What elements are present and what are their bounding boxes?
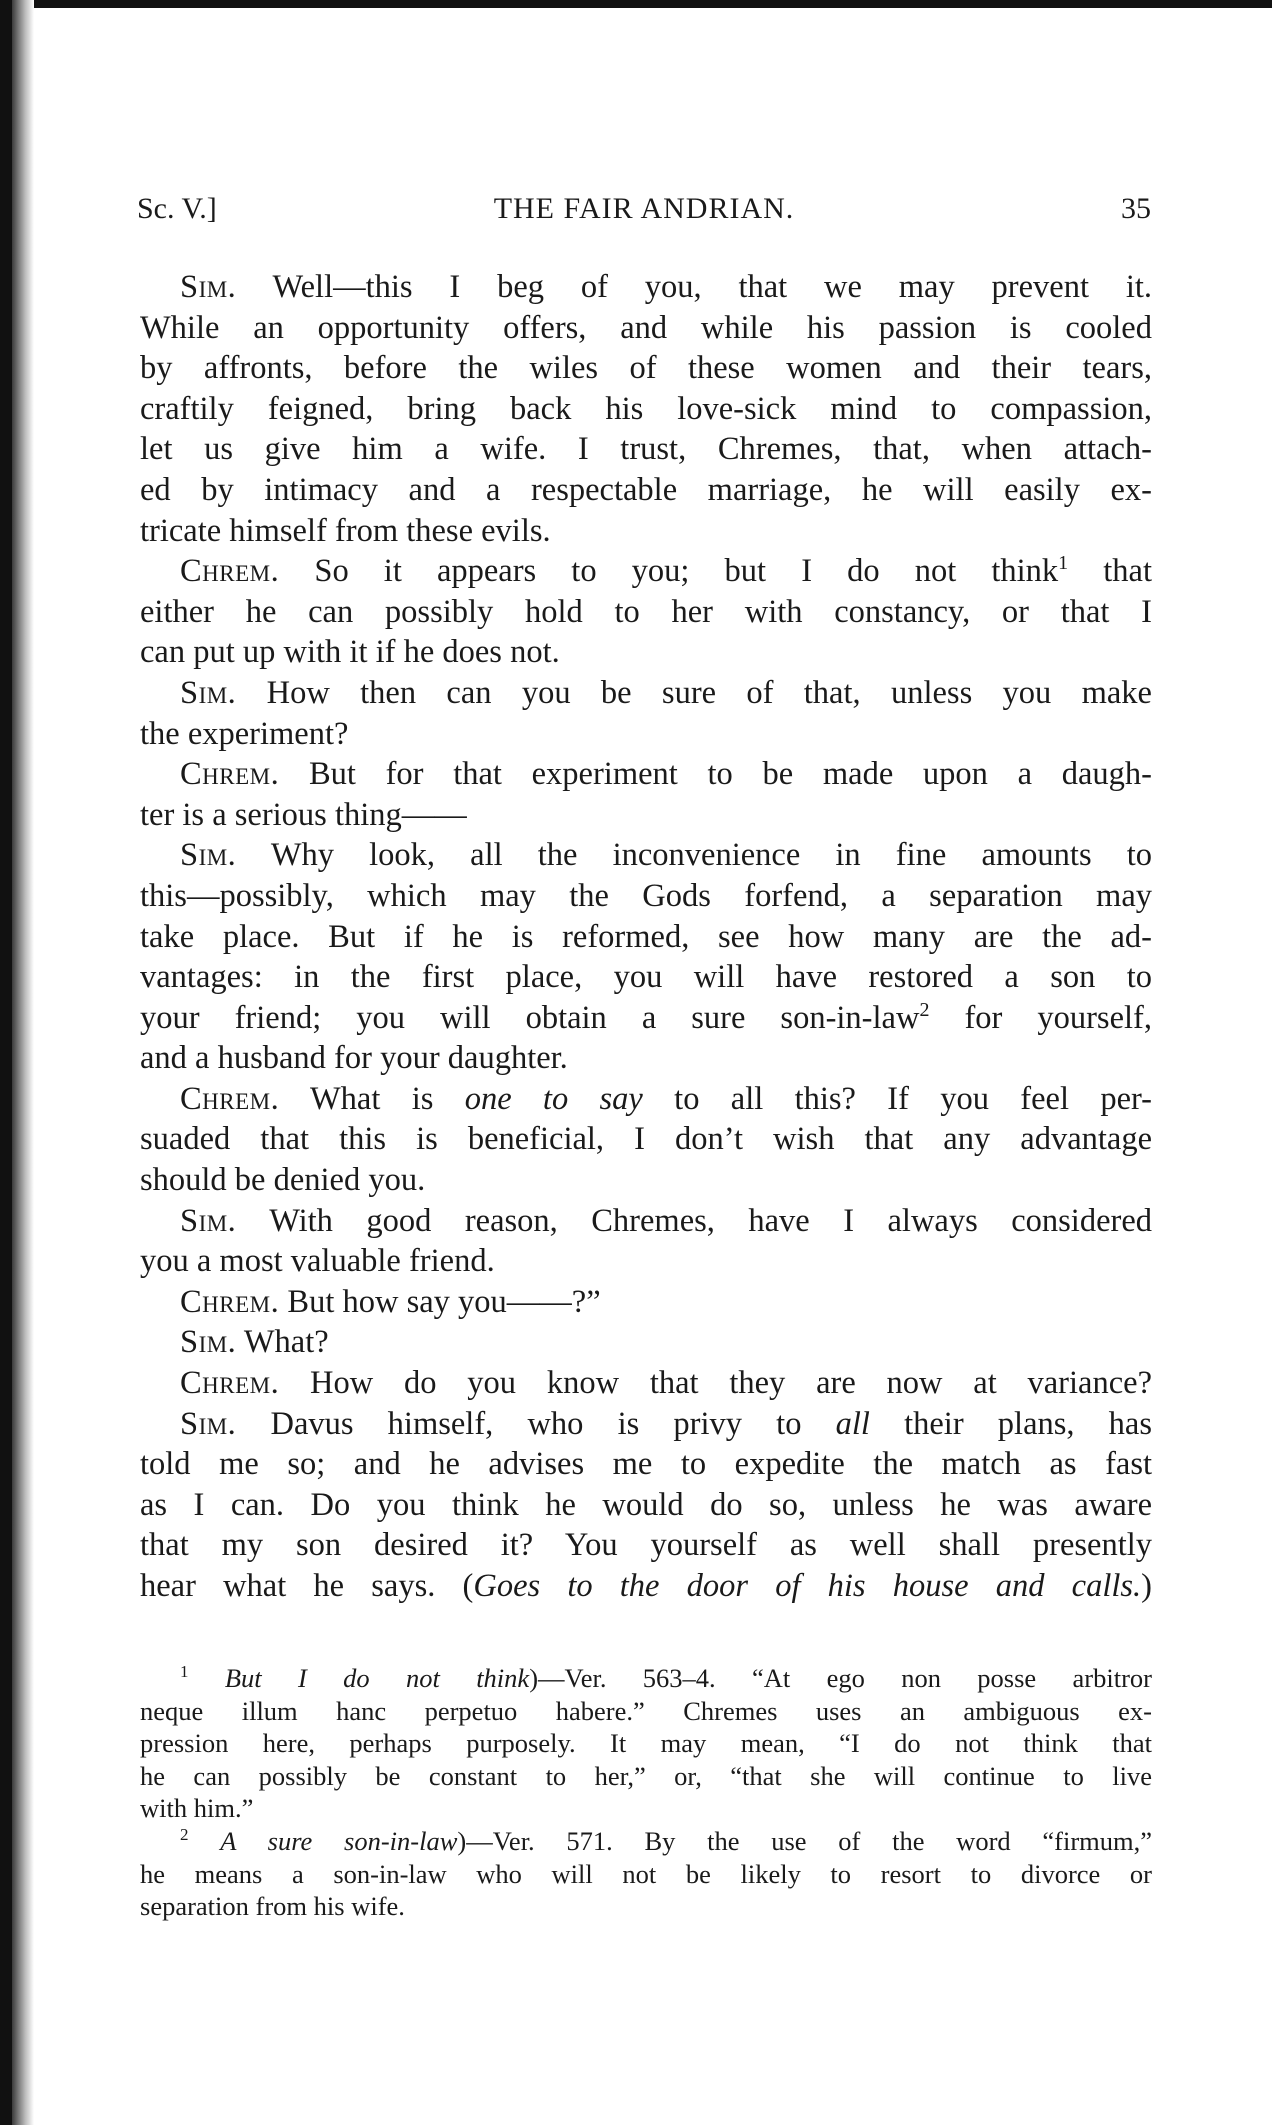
text-line bbox=[140, 1119, 1152, 1160]
text-run: either he can possibly hold to her with constancy, or that I bbox=[140, 593, 1152, 630]
speaker-name: Chrem. bbox=[180, 553, 280, 590]
text-line bbox=[140, 1525, 1152, 1566]
text-line bbox=[140, 876, 1152, 917]
text-run: pression here, perhaps purposely. It may mean, “I do not think that bbox=[140, 1728, 1152, 1759]
text-line bbox=[140, 1363, 1152, 1404]
text-line bbox=[140, 1444, 1152, 1485]
text-run: Well—this I beg of you, that we may prevent it. bbox=[236, 269, 1152, 305]
text-run: But how say you——?” bbox=[279, 1283, 601, 1320]
text-line bbox=[140, 754, 1152, 795]
scan-gutter-shadow bbox=[12, 0, 34, 2125]
text-run: he can possibly be constant to her,” or, “that she will continue to live bbox=[140, 1760, 1152, 1791]
text-run: ter is a serious thing—— bbox=[140, 796, 467, 833]
text-line bbox=[140, 267, 1152, 308]
text-line bbox=[140, 1322, 1152, 1363]
text-run: take place. But if he is reformed, see how many are the ad- bbox=[140, 918, 1152, 955]
text-run: So it appears to you; but I do not think bbox=[279, 553, 1059, 590]
text-line bbox=[140, 429, 1152, 470]
text-line bbox=[140, 511, 1152, 552]
text-run: with him.” bbox=[140, 1793, 254, 1824]
text-run: neque illum hanc perpetuo habere.” Chremes uses an ambiguous ex- bbox=[140, 1695, 1152, 1726]
running-header bbox=[137, 192, 1151, 236]
text-line bbox=[140, 673, 1152, 714]
text-run: What is bbox=[279, 1080, 465, 1117]
italic-text: all bbox=[835, 1405, 870, 1442]
text-run: this—possibly, which may the Gods forfend, a separation may bbox=[140, 877, 1152, 914]
footnotes bbox=[140, 1662, 1152, 1923]
text-run bbox=[189, 1826, 221, 1856]
text-line bbox=[140, 592, 1152, 633]
text-run: for yourself, bbox=[929, 999, 1152, 1036]
text-line bbox=[140, 470, 1152, 511]
footnote-line bbox=[140, 1792, 1152, 1825]
text-line bbox=[140, 835, 1152, 876]
footnote-marker: 1 bbox=[1058, 552, 1069, 575]
text-run: by affronts, before the wiles of these women and their tears, bbox=[140, 350, 1152, 387]
text-run: as I can. Do you think he would do so, unless he was aware bbox=[140, 1486, 1152, 1523]
speaker-name: Sim. bbox=[180, 1202, 237, 1239]
text-run: he means a son-in-law who will not be likely to resort to divorce or bbox=[140, 1858, 1152, 1889]
text-run: Why look, all the inconvenience in fine amounts to bbox=[236, 837, 1152, 874]
text-line bbox=[140, 1241, 1152, 1282]
footnote-line bbox=[140, 1825, 1152, 1858]
footnote-line bbox=[140, 1727, 1152, 1760]
text-line bbox=[140, 1566, 1152, 1607]
text-run: should be denied you. bbox=[140, 1162, 426, 1199]
text-line bbox=[140, 917, 1152, 958]
text-run: ed by intimacy and a respectable marriage, he will easily ex- bbox=[140, 471, 1152, 508]
text-run: While an opportunity offers, and while his passion is cooled bbox=[140, 309, 1152, 346]
speaker-name: Chrem. bbox=[180, 1365, 280, 1402]
text-line bbox=[140, 1282, 1152, 1323]
italic-text: Goes to the door of his house and calls. bbox=[473, 1568, 1142, 1604]
text-run: vantages: in the first place, you will have restored a son to bbox=[140, 959, 1152, 996]
text-run: ) bbox=[1141, 1568, 1152, 1604]
footnote-line bbox=[140, 1858, 1152, 1891]
italic-text: But I do not think bbox=[224, 1663, 530, 1693]
text-line bbox=[140, 714, 1152, 755]
text-run: you a most valuable friend. bbox=[140, 1243, 495, 1280]
footnote-marker: 2 bbox=[919, 998, 930, 1021]
text-run: let us give him a wife. I trust, Chremes, that, when attach- bbox=[140, 431, 1152, 468]
text-line bbox=[140, 1038, 1152, 1079]
speaker-name: Sim. bbox=[180, 674, 237, 711]
text-line bbox=[140, 957, 1152, 998]
text-run: suaded that this is beneficial, I don’t wish that any advantage bbox=[140, 1121, 1152, 1158]
text-run: can put up with it if he does not. bbox=[140, 634, 560, 671]
text-line bbox=[140, 795, 1152, 836]
text-run: told me so; and he advises me to expedite the match as fast bbox=[140, 1446, 1152, 1483]
text-run: Davus himself, who is privy to bbox=[236, 1405, 836, 1442]
footnote-line bbox=[140, 1695, 1152, 1728]
footnote-marker: 2 bbox=[180, 1825, 189, 1845]
speaker-name: Sim. bbox=[180, 1324, 237, 1361]
scan-top-edge bbox=[0, 0, 1272, 8]
text-run: that my son desired it? You yourself as well shall presently bbox=[140, 1527, 1152, 1564]
text-run: But for that experiment to be made upon a daugh- bbox=[279, 756, 1152, 793]
text-run: hear what he says. ( bbox=[140, 1568, 474, 1604]
text-line bbox=[140, 308, 1152, 349]
footnote-line bbox=[140, 1662, 1152, 1695]
footnote-line bbox=[140, 1760, 1152, 1793]
text-run: )—Ver. 571. By the use of the word “firmum,” bbox=[457, 1825, 1153, 1856]
text-run: How do you know that they are now at variance? bbox=[279, 1365, 1152, 1402]
text-line bbox=[140, 348, 1152, 389]
text-line bbox=[140, 1201, 1152, 1242]
text-line bbox=[140, 632, 1152, 673]
speaker-name: Sim. bbox=[180, 1405, 237, 1442]
scan-left-edge bbox=[0, 0, 12, 2125]
text-line bbox=[140, 389, 1152, 430]
running-title: THE FAIR ANDRIAN. bbox=[493, 192, 795, 225]
text-run: craftily feigned, bring back his love-sick mind to compassion, bbox=[140, 390, 1152, 427]
text-line bbox=[140, 1485, 1152, 1526]
speaker-name: Sim. bbox=[180, 837, 237, 874]
section-label: Sc. V.] bbox=[137, 192, 217, 225]
speaker-name: Chrem. bbox=[180, 756, 280, 793]
text-run: that bbox=[1068, 553, 1152, 590]
footnote-line bbox=[140, 1890, 1152, 1923]
text-run bbox=[189, 1663, 225, 1693]
text-run: and a husband for your daughter. bbox=[140, 1040, 568, 1077]
footnote-marker: 1 bbox=[180, 1662, 189, 1682]
speaker-name: Chrem. bbox=[180, 1283, 280, 1320]
text-run: the experiment? bbox=[140, 715, 349, 752]
speaker-name: Sim. bbox=[180, 269, 237, 305]
page-number: 35 bbox=[1121, 192, 1151, 225]
text-line bbox=[140, 998, 1152, 1039]
speaker-name: Chrem. bbox=[180, 1080, 280, 1117]
text-run: separation from his wife. bbox=[140, 1891, 405, 1922]
text-line bbox=[140, 1079, 1152, 1120]
text-run: How then can you be sure of that, unless you make bbox=[236, 674, 1152, 711]
dialogue-body bbox=[140, 267, 1152, 1607]
text-run: What? bbox=[236, 1324, 329, 1361]
text-line bbox=[140, 551, 1152, 592]
text-run: your friend; you will obtain a sure son-in-law bbox=[140, 999, 920, 1036]
text-run: )—Ver. 563–4. “At ego non posse arbitror bbox=[529, 1663, 1152, 1693]
text-line bbox=[140, 1404, 1152, 1445]
text-run: With good reason, Chremes, have I always considered bbox=[236, 1202, 1152, 1239]
text-run: to all this? If you feel per- bbox=[642, 1080, 1152, 1117]
text-run: tricate himself from these evils. bbox=[140, 512, 551, 549]
italic-text: A sure son-in-law bbox=[220, 1825, 458, 1856]
italic-text: one to say bbox=[464, 1080, 643, 1117]
text-line bbox=[140, 1160, 1152, 1201]
text-run: their plans, has bbox=[869, 1405, 1153, 1442]
